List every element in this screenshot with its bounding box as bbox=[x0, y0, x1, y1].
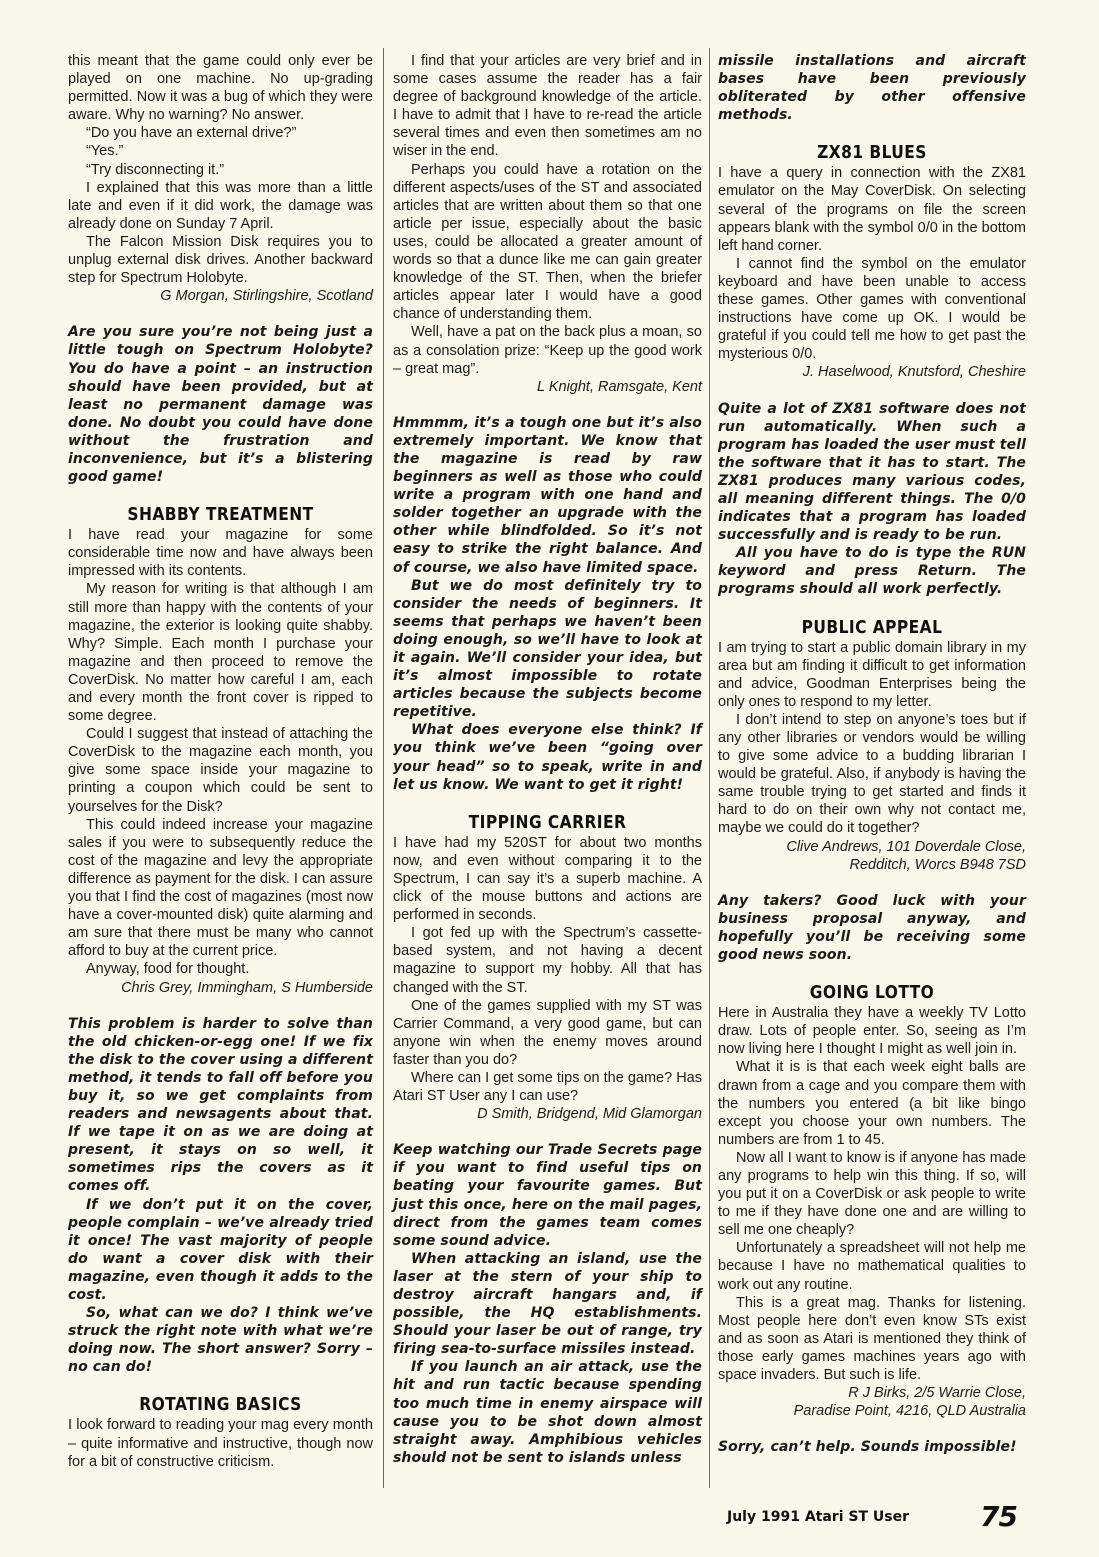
letter-paragraph: Unfortunately a spreadsheet will not help me because I have no mathematical qualities to work out any routine. bbox=[718, 1240, 1026, 1293]
letter-paragraph: Here in Australia they have a weekly TV Lotto draw. Lots of people enter. So, seeing as I’m now living here I thought I might as well join in. bbox=[718, 1005, 1026, 1058]
editor-reply: But we do most definitely try to consider the needs of beginners. It seems that perhaps we haven’t been doing enough, so we’ll have to look at it again. We’ll consider your idea, but it’s almost impossible to rotate articles because the subjects become repetitive. bbox=[393, 577, 702, 721]
letter-paragraph: Now all I want to know is if anyone has made any programs to help win this thing. If so, will you put it on a CoverDisk or ask people to write to me if they have done one and are willing to sell me one cheaply? bbox=[718, 1149, 1026, 1239]
editor-reply: Hmmmm, it’s a tough one but it’s also extremely important. We know that the magazine is read by raw beginners as well as those who could write a program with one hand and solder together an upgrade with the other while blindfolded. So it’s not easy to strike the right balance. And of course, we also have limited space. bbox=[393, 414, 702, 576]
spacer bbox=[68, 997, 373, 1015]
editor-reply: This problem is harder to solve than the old chicken-or-egg one! If we fix the disk to the cover using a different method, it tends to fall off before you buy it, so we get complaints from readers and newsagents about that. If we tape it on as we are doing at present, it stays on so well, it sometimes rips the covers as it comes off. bbox=[68, 1015, 373, 1195]
letter-heading: ROTATING BASICS bbox=[139, 1394, 302, 1416]
letter-paragraph: “Do you have an external drive?” bbox=[86, 125, 297, 142]
letter-signature: D Smith, Bridgend, Mid Glamorgan bbox=[477, 1106, 702, 1123]
letter-paragraph: What it is is that each week eight balls are drawn from a cage and you compare them with the numbers you entered (a bit like bingo except you choose your own numbers. The numbers are from 1 to 45. bbox=[718, 1059, 1026, 1148]
editor-reply: Keep watching our Trade Secrets page if you want to find useful tips on beating your favourite games. But just this once, here on the mail pages, direct from the games team comes some sound advice. bbox=[393, 1142, 702, 1249]
letter-signature: Paradise Point, 4216, QLD Australia bbox=[793, 1403, 1026, 1420]
editor-reply: Are you sure you’re not being just a little tough on Spectrum Holobyte? You do have a point – an instruction should have been provided, but at least no permanent damage was done. No doubt you could have done without the frustration and inconvenience, but it’s a blistering good game! bbox=[68, 324, 373, 486]
letter-paragraph: Where can I get some tips on the game? Has Atari ST User any I can use? bbox=[393, 1069, 702, 1105]
letter-paragraph: I am trying to start a public domain library in my area but am finding it difficult to get information and advice, Goodman Enterprises being the only ones to respond to my letter. bbox=[718, 639, 1026, 710]
letter-paragraph: “Yes.” bbox=[86, 143, 124, 160]
letter-signature: Redditch, Worcs B948 7SD bbox=[849, 856, 1026, 873]
letter-paragraph: I cannot find the symbol on the emulator keyboard and have been unable to access these games. Other games with conventional instructions have come up OK. I would be grateful if you could tell me how to get past the mysterious 0/0. bbox=[718, 255, 1026, 363]
column-rule bbox=[383, 48, 384, 1488]
letter-paragraph: I got fed up with the Spectrum’s cassette-based system, and not having a decent magazine to support my hobby. All that has changed with the ST. bbox=[393, 925, 702, 996]
spacer bbox=[718, 124, 1026, 142]
issue-footer: July 1991 Atari ST User bbox=[727, 1509, 909, 1525]
column-1 bbox=[68, 52, 373, 1471]
letter-paragraph: My reason for writing is that although I am still more than happy with the contents of your magazine, the exterior is looking quite shabby. Why? Simple. Each month I purchase your magazine and then proceed to remove the CoverDisk. No matter how careful I am, each and every month the front cover is ripped to some degree. bbox=[68, 581, 373, 725]
spacer bbox=[718, 1420, 1026, 1438]
editor-reply: Quite a lot of ZX81 software does not run automatically. When such a program has loaded the user must tell the software that it has to start. The ZX81 produces many various codes, all meaning different things. The 0/0 indicates that a program has loaded successfully and is ready to be run. bbox=[718, 400, 1026, 544]
letter-paragraph: Perhaps you could have a rotation on the different aspects/uses of the ST and associated articles that are written about them so that one article per issue, especially about the basic uses, could be allocated a greater amount of words so that a dunce like me can gain greater knowledge of the ST. Then, when the briefer articles appear later I would have a good chance of understanding them. bbox=[393, 161, 702, 323]
spacer bbox=[718, 599, 1026, 617]
letter-heading: TIPPING CARRIER bbox=[468, 811, 627, 833]
letter-paragraph: I have a query in connection with the ZX81 emulator on the May CoverDisk. On selecting several of the programs on file the screen appears blank with the symbol 0/0 in the bottom left hand corner. bbox=[718, 165, 1026, 254]
editor-reply: Sorry, can’t help. Sounds impossible! bbox=[718, 1439, 1017, 1456]
letter-signature: J. Haselwood, Knutsford, Cheshire bbox=[802, 364, 1026, 381]
editor-reply: If we don’t put it on the cover, people complain – we’ve already tried it once! The vast majority of people do want a cover disk with their magazine, even though it adds to the cost. bbox=[68, 1196, 373, 1303]
editor-reply: missile installations and aircraft bases have been previously obliterated by other offensive methods. bbox=[718, 53, 1026, 124]
spacer bbox=[393, 1123, 702, 1141]
letter-signature: Clive Andrews, 101 Doverdale Close, bbox=[786, 838, 1026, 855]
letter-heading: ZX81 BLUES bbox=[817, 142, 927, 164]
spacer bbox=[68, 486, 373, 504]
letter-paragraph: I look forward to reading your mag every month – quite informative and instructive, though now for a bit of constructive criticism. bbox=[68, 1417, 373, 1470]
editor-reply: When attacking an island, use the laser at the stern of your ship to destroy aircraft hangars and, if possible, the HQ establishments. Should your laser be out of range, try firing sea-to-surface missiles instead. bbox=[393, 1250, 702, 1358]
letter-paragraph: I have read your magazine for some considerable time now and have always been impressed with its contents. bbox=[68, 527, 373, 580]
spacer bbox=[718, 874, 1026, 892]
editor-reply: So, what can we do? I think we’ve struck the right note with what we’re doing now. The short answer? Sorry – no can do! bbox=[68, 1305, 373, 1376]
editor-reply: Any takers? Good luck with your business proposal anyway, and hopefully you’ll be receiving some good news soon. bbox=[718, 892, 1026, 964]
letter-paragraph: this meant that the game could only ever be played on one machine. No up-grading permitted. Now it was a bug of which they were aware. Why no warning? No answer. bbox=[68, 53, 373, 124]
letter-paragraph: I explained that this was more than a little late and even if it did work, the damage was already done on Sunday 7 April. bbox=[68, 179, 373, 232]
spacer bbox=[393, 396, 702, 414]
editor-reply: What does everyone else think? If you think we’ve been “going over your head” so to speak, write in and let us know. We want to get it right! bbox=[393, 722, 702, 793]
letter-heading: PUBLIC APPEAL bbox=[801, 616, 943, 638]
editor-reply: If you launch an air attack, use the hit and run tactic because spending too much time in enemy airspace will cause you to be shot down almost straight away. Amphibious vehicles should not be sent to islands unless bbox=[393, 1359, 702, 1466]
letter-paragraph: I find that your articles are very brief and in some cases assume the reader has a fair degree of background knowledge of the article. I have to admit that I have to re-read the article several times and even then sometimes am no wiser in the end. bbox=[393, 53, 702, 160]
letter-paragraph: One of the games supplied with my ST was Carrier Command, a very good game, but can anyone win when the enemy moves around faster than you do? bbox=[393, 997, 702, 1068]
column-rule bbox=[709, 48, 710, 1488]
spacer bbox=[68, 305, 373, 323]
letter-signature: L Knight, Ramsgate, Kent bbox=[537, 378, 702, 395]
letter-paragraph: Well, have a pat on the back plus a moan, so as a consolation prize: “Keep up the good work – great mag”. bbox=[393, 324, 702, 377]
letter-signature: R J Birks, 2/5 Warrie Close, bbox=[848, 1385, 1026, 1402]
column-3 bbox=[718, 52, 1026, 1456]
letter-paragraph: Could I suggest that instead of attaching the CoverDisk to the magazine each month, you give some space inside your magazine to printing a coupon which could be sent to yourselves for the Disk? bbox=[68, 726, 373, 815]
spacer bbox=[393, 794, 702, 812]
column-2 bbox=[393, 52, 702, 1467]
letter-signature: Chris Grey, Immingham, S Humberside bbox=[121, 979, 373, 996]
letter-paragraph: I don’t intend to step on anyone’s toes but if any other libraries or vendors would be willing to give some advice to a budding librarian I would be grateful. Also, if anybody is having the same trouble trying to get started and finds it hard to do on their own why not contact me, maybe we could do it together? bbox=[718, 711, 1026, 837]
letter-paragraph: The Falcon Mission Disk requires you to unplug external disk drives. Another backward step for Spectrum Holobyte. bbox=[68, 233, 373, 287]
editor-reply: All you have to do is type the RUN keyword and press Return. The programs should all work perfectly. bbox=[718, 545, 1026, 598]
letter-paragraph: This is a great mag. Thanks for listening. Most people here don’t even know STs exist and as soon as Atari is mentioned they think of those early games machines years ago with space invaders. But such is life. bbox=[718, 1294, 1026, 1383]
letter-heading: SHABBY TREATMENT bbox=[127, 504, 314, 526]
letter-paragraph: Anyway, food for thought. bbox=[86, 961, 250, 978]
letter-paragraph: “Try disconnecting it.” bbox=[86, 161, 225, 178]
letter-paragraph: This could indeed increase your magazine sales if you were to subsequently reduce the cost of the magazine and levy the appropriate difference as payment for the disk. I can assure you that I find the cost of magazines (most now have a cover-mounted disk) quite alarming and am sure that there must be many who cannot afford to buy at the current price. bbox=[68, 816, 373, 960]
spacer bbox=[718, 964, 1026, 982]
letter-paragraph: I have had my 520ST for about two months now, and even without comparing it to the Spectrum, I can say it’s a superb machine. A click of the mouse buttons and actions are performed in seconds. bbox=[393, 834, 702, 924]
spacer bbox=[68, 1376, 373, 1394]
letter-heading: GOING LOTTO bbox=[809, 982, 935, 1004]
spacer bbox=[718, 382, 1026, 400]
letter-signature: G Morgan, Stirlingshire, Scotland bbox=[160, 288, 373, 305]
page-number: 75 bbox=[980, 1500, 1017, 1533]
